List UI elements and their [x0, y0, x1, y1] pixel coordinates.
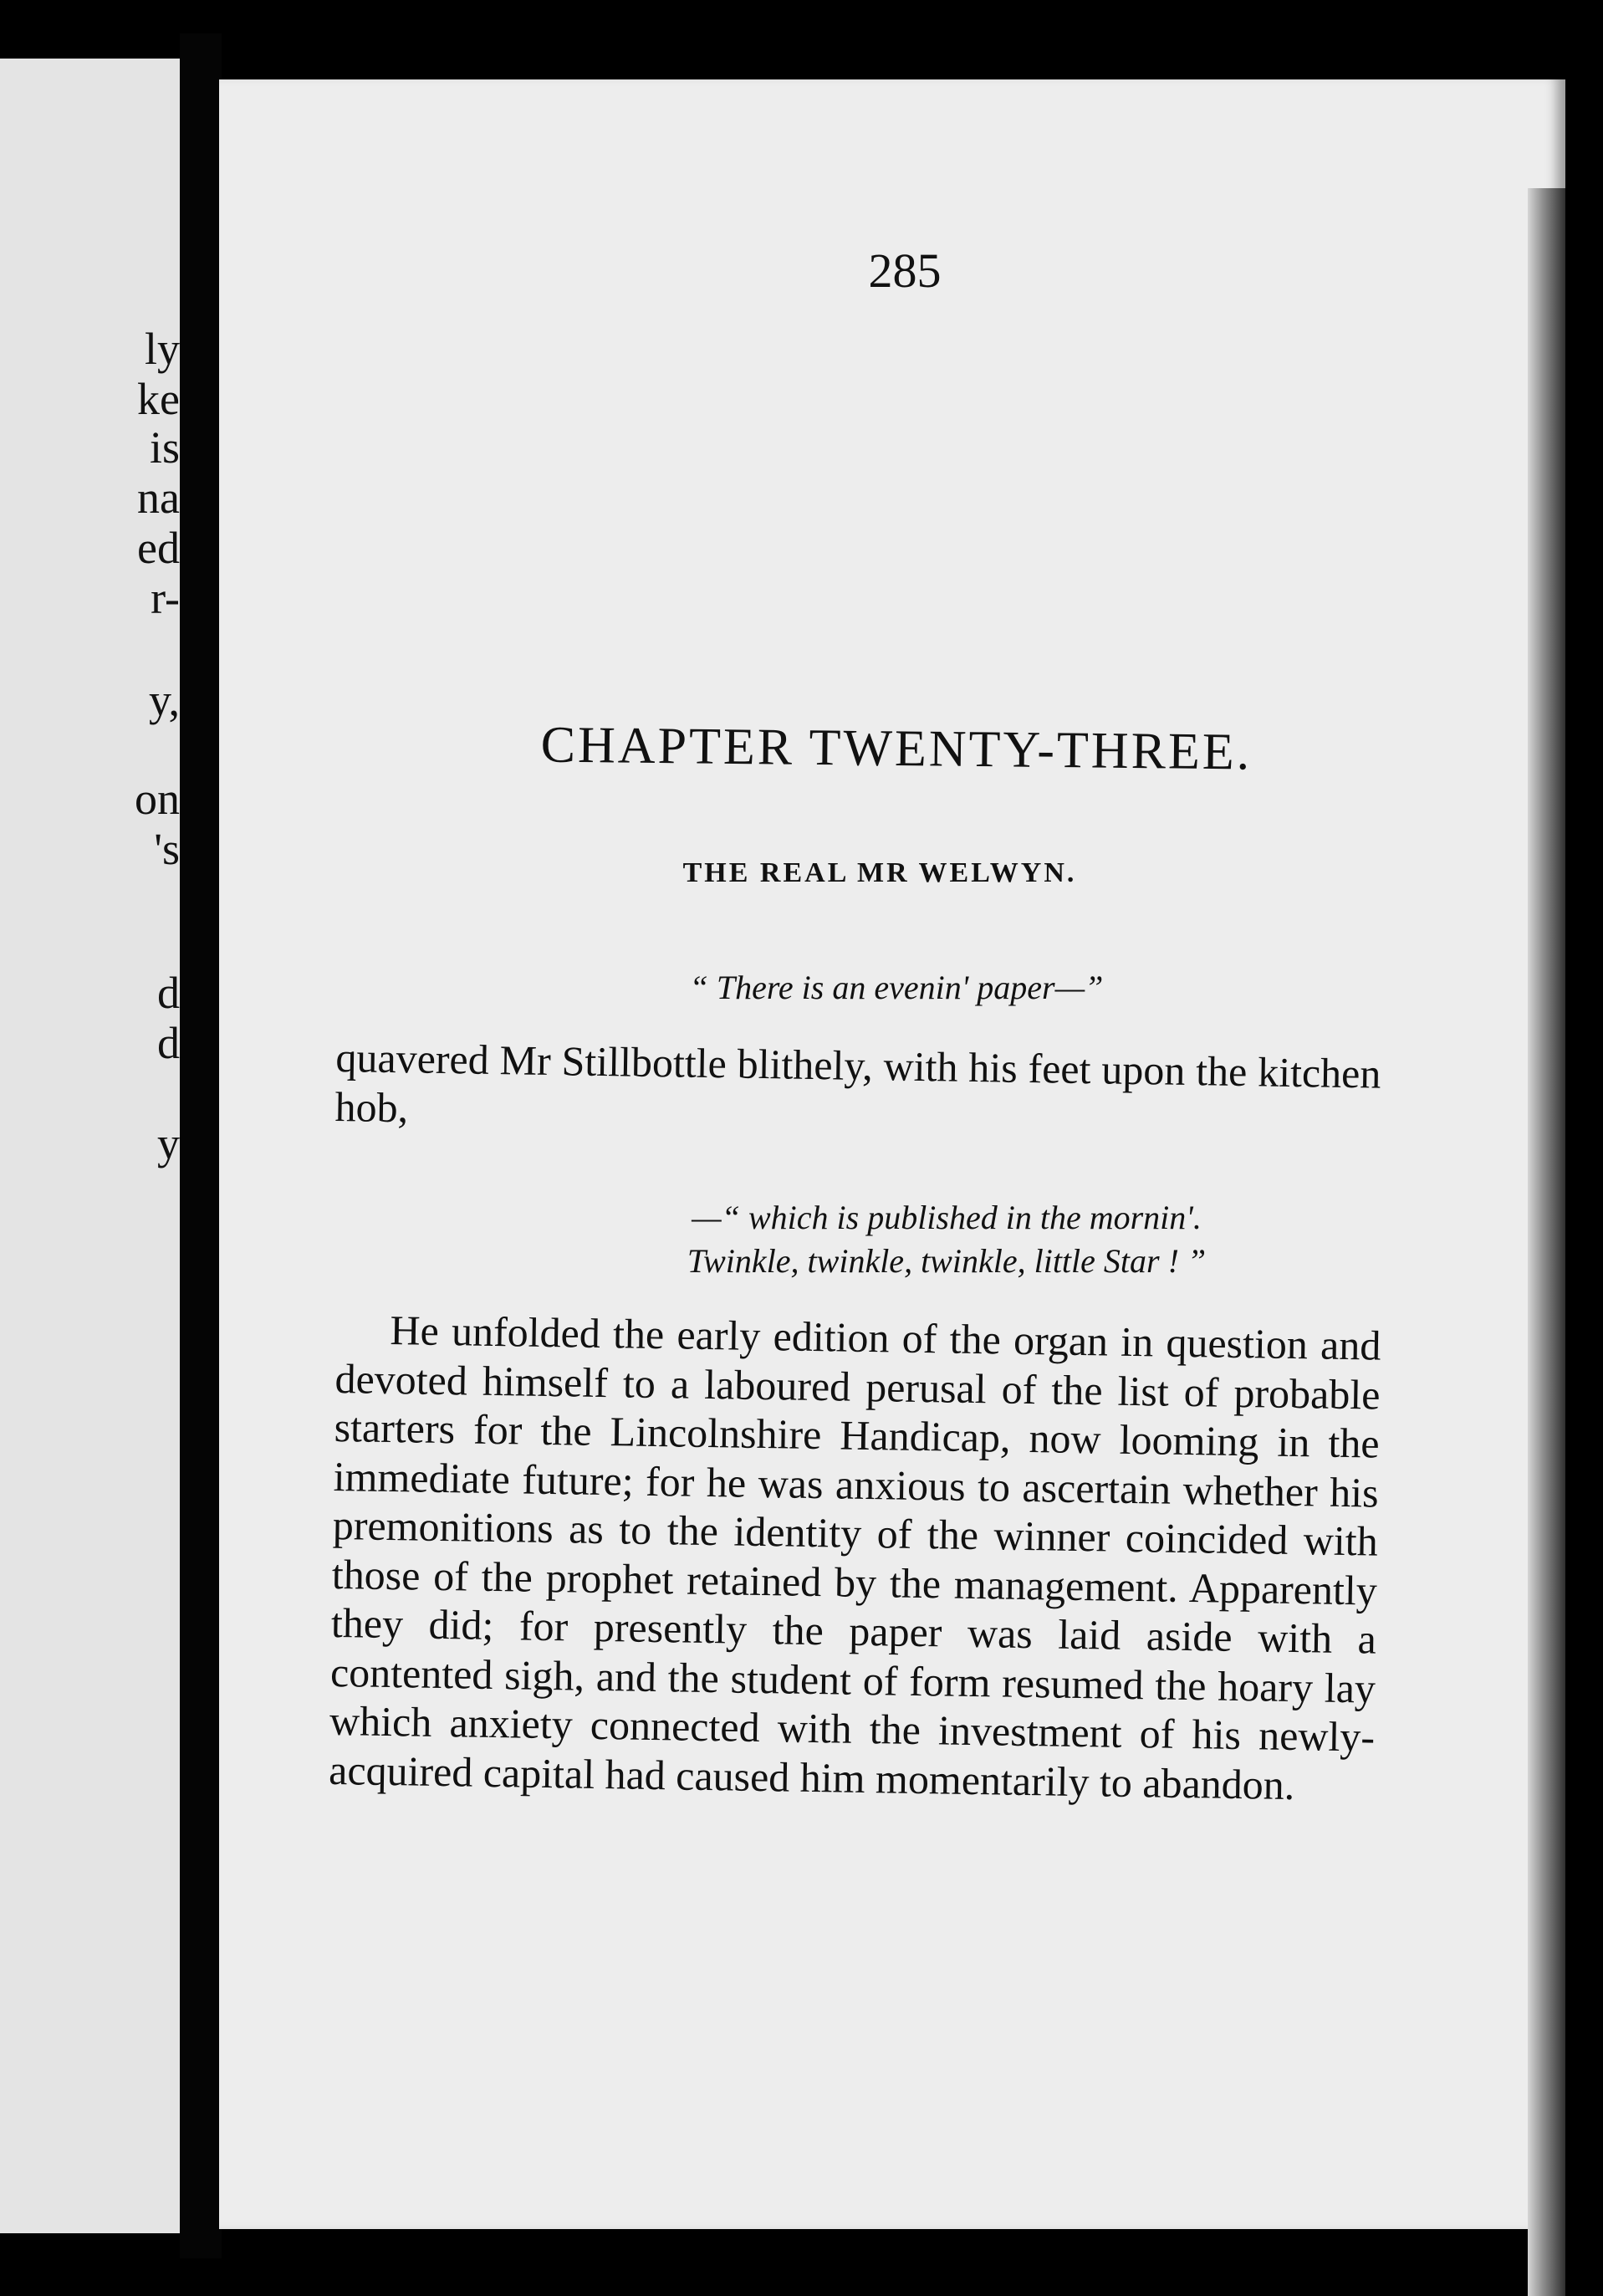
- left-fragment: d: [157, 968, 180, 1018]
- chapter-title: CHAPTER TWENTY-THREE.: [540, 716, 1253, 781]
- paragraph-1: quavered Mr Stillbottle blithely, with his feet upon the kitchen hob,: [334, 1033, 1381, 1131]
- book-page: [219, 79, 1565, 2229]
- verse-quote-2: [403, 1196, 1490, 1283]
- book-gutter: [180, 33, 222, 2258]
- left-fragment: r-: [151, 573, 180, 623]
- left-fragment: is: [149, 422, 180, 473]
- paragraph-2: He unfolded the early edition of the organ in question and devoted himself to a laboured perusal of the list of probable starters for the Lincolnshire Handicap, now looming in the immediate future; for he was anxious to ascertain whether his premonitions as to the identity of the winner coincided with those of the prophet retained by the management. Apparently they did; for presently the paper was laid aside with a contented sigh, and the student of form resumed the hoary lay which anxiety connected with the investment of his newly-acquired capital had caused him momentarily to abandon.: [328, 1307, 1381, 1808]
- left-page-text-fragments: [0, 59, 180, 2233]
- page-number: 285: [868, 243, 942, 298]
- left-fragment: na: [137, 473, 180, 523]
- left-fragment: ly: [144, 324, 180, 374]
- page-content: [219, 79, 1565, 2229]
- verse-2-line-1: —“ which is published in the mornin'.: [692, 1199, 1202, 1236]
- verse-2-line-2: Twinkle, twinkle, twinkle, little Star ! ”: [687, 1242, 1207, 1280]
- left-fragment: y,: [149, 675, 180, 725]
- left-fragment: d: [157, 1018, 180, 1068]
- left-facing-page: [0, 59, 180, 2233]
- left-fragment: ke: [137, 374, 180, 424]
- left-fragment: ed: [137, 523, 180, 573]
- left-fragment: on: [135, 774, 180, 824]
- chapter-subtitle: THE REAL MR WELWYN.: [682, 857, 1077, 888]
- verse-quote-1: “ There is an evenin' paper—”: [689, 969, 1104, 1006]
- left-fragment: 's: [154, 824, 180, 874]
- left-fragment: y: [157, 1118, 180, 1168]
